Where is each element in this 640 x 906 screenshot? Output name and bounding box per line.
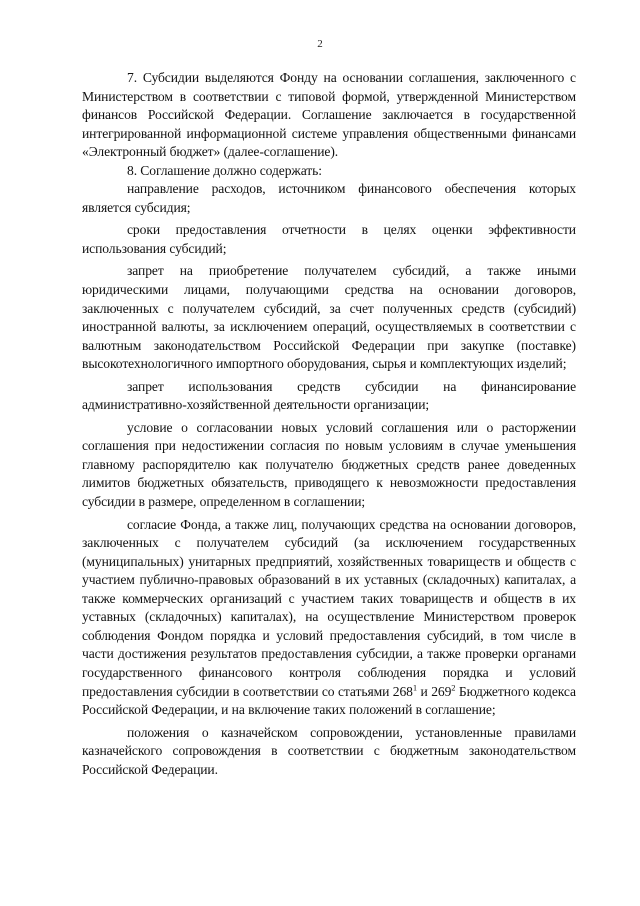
page-number: 2	[317, 38, 323, 50]
list-item-agreement-termination: условие о согласовании новых условий соглашения или о расторжении соглашения при недостижении согласия по новым условиям в случае уменьшения главному распорядителю как получателю бюджетных средств ранее доведенных лимитов бюджетных обязательств, приводящего к невозможности предоставления субсидии в размере, определенном в соглашении;	[82, 419, 576, 510]
audit-consent-text-1: согласие Фонда, а также лиц, получающих средства на основании договоров, заключенных с получателем субсидий (за исключением государственных (муниципальных) унитарных предприятий, хозяйственных товариществ и обществ с участием публично-правовых образований в их уставных (складочных) капиталах, а также коммерческих организаций с участием таких товариществ и обществ в их уставных (складочных) капиталах), на осуществление Министерством проверок соблюдения Фондом порядка и условий предоставления субсидий, в том числе в части достижения результатов предоставления субсидии, а также проверки органами государственного финансового контроля соблюдения порядка и условий предоставления субсидии в соответствии со статьями 268	[82, 516, 576, 699]
audit-consent-text-2: и 269	[417, 683, 452, 699]
audit-consent-text-3: Бюджетного кодекса Российской Федерации, и на включение таких положений в соглашение;	[82, 683, 576, 718]
list-item-admin-expense-ban: запрет использования средств субсидии на финансирование административно-хозяйственной деятельности организации;	[82, 378, 576, 413]
list-item-treasury-support: положения о казначейском сопровождении, установленные правилами казначейского сопровождения в соответствии с бюджетным законодательством Российской Федерации.	[82, 724, 576, 777]
document-body	[82, 69, 576, 779]
list-item-audit-consent	[82, 516, 576, 720]
list-item-currency-ban: запрет на приобретение получателем субсидий, а также иными юридическими лицами, получающими средства на основании договоров, заключенных с получателем субсидий, за счет полученных средств (субсидий) иностранной валюты, за исключением операций, осуществляемых в соответствии с валютным законодательством Российской Федерации при закупке (поставке) высокотехнологичного импортного оборудования, сырья и комплектующих изделий;	[82, 263, 576, 372]
article-268-superscript: 1	[412, 681, 418, 692]
list-item-reporting-deadlines: сроки предоставления отчетности в целях оценки эффективности использования субсидий;	[82, 222, 576, 256]
article-269-superscript: 2	[451, 681, 456, 692]
paragraph-8: 8. Соглашение должно содержать:	[127, 162, 322, 178]
list-item-expense-direction: направление расходов, источником финансового обеспечения которых является субсидия;	[82, 181, 576, 215]
paragraph-7: 7. Субсидии выделяются Фонду на основании соглашения, заключенного с Министерством в соответствии с типовой формой, утвержденной Министерством финансов Российской Федерации. Соглашение заключается в государственной интегрированной информационной системе управления общественными финансами «Электронный бюджет» (далее-соглашение).	[82, 70, 576, 160]
